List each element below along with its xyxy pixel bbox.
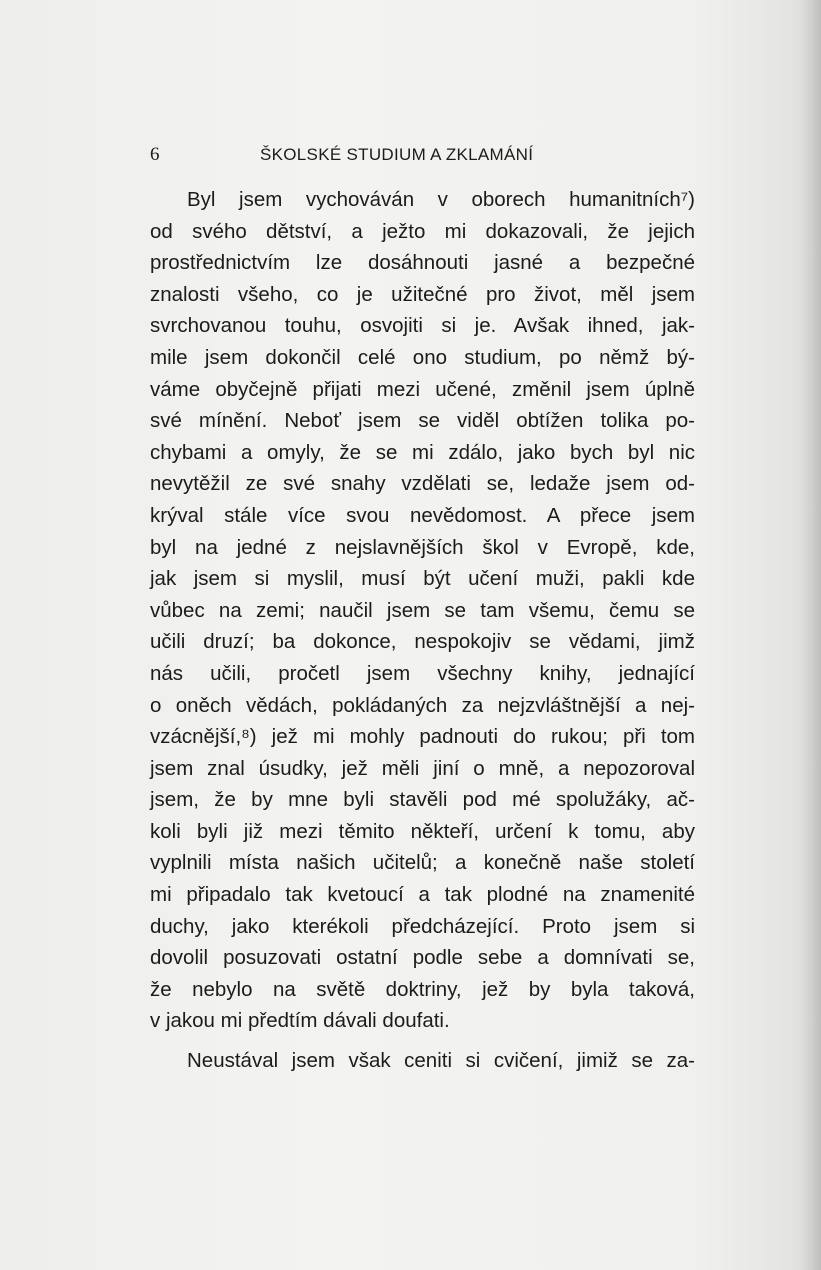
text-line: krýval stále více svou nevědomost. A přece jsem xyxy=(150,503,695,527)
text-line: o oněch vědách, pokládaných za nejzvláštnější a nej- xyxy=(150,693,695,717)
text-line: Byl jsem vychováván v oborech humanitních⁷) xyxy=(187,188,695,211)
text-line: že nebylo na světě doktriny, jež by byla taková, xyxy=(150,977,695,1001)
text-line: své mínění. Neboť jsem se viděl obtížen tolika po- xyxy=(150,409,695,433)
text-line: svrchovanou touhu, osvojiti si je. Avšak ihned, jak- xyxy=(150,314,695,338)
text-line: dovolil posuzovati ostatní podle sebe a domnívati se, xyxy=(150,946,695,970)
text-line: koli byli již mezi těmito někteří, určení k tomu, aby xyxy=(150,819,695,843)
text-line: mile jsem dokončil celé ono studium, po němž bý- xyxy=(150,345,695,369)
text-line: od svého dětství, a ježto mi dokazovali, že jejich xyxy=(150,219,695,243)
text-line: v jakou mi předtím dávali doufati. xyxy=(150,1009,450,1033)
text-line: jsem znal úsudky, jež měli jiní o mně, a nepozoroval xyxy=(150,756,695,780)
text-line: nevytěžil ze své snahy vzdělati se, ledaže jsem od- xyxy=(150,472,695,496)
text-line: Neustával jsem však ceniti si cvičení, jimiž se za- xyxy=(187,1049,695,1073)
paragraph-2 xyxy=(150,1045,695,1077)
text-line: jsem, že by mne byli stavěli pod mé spolužáky, ač- xyxy=(150,788,695,812)
text-line: vzácnější,⁸) jež mi mohly padnouti do rukou; při tom xyxy=(150,725,695,749)
page-number: 6 xyxy=(150,144,160,165)
text-line: nás učili, pročetl jsem všechny knihy, jednající xyxy=(150,661,695,685)
text-line: znalosti všeho, co je užitečné pro život, měl jsem xyxy=(150,282,695,306)
text-line: byl na jedné z nejslavnějších škol v Evropě, kde, xyxy=(150,535,695,559)
paragraph-gap xyxy=(150,1037,695,1045)
paragraph-1 xyxy=(150,184,695,1037)
page-header xyxy=(150,142,695,168)
running-head: ŠKOLSKÉ STUDIUM A ZKLAMÁNÍ xyxy=(260,145,534,164)
text-line: jak jsem si myslil, musí být učení muži, pakli kde xyxy=(150,567,695,591)
body-text xyxy=(150,184,695,1077)
text-line: prostřednictvím lze dosáhnouti jasné a bezpečné xyxy=(150,251,695,275)
text-line: duchy, jako kterékoli předcházející. Proto jsem si xyxy=(150,914,695,938)
text-line: učili druzí; ba dokonce, nespokojiv se vědami, jimž xyxy=(150,630,695,654)
text-line: vůbec na zemi; naučil jsem se tam všemu, čemu se xyxy=(150,598,695,622)
text-line: váme obyčejně přijati mezi učené, změnil jsem úplně xyxy=(150,377,695,401)
page-edge-shadow xyxy=(799,0,821,1270)
text-line: vyplnili místa našich učitelů; a konečně naše století xyxy=(150,851,695,875)
text-line: chybami a omyly, že se mi zdálo, jako bych byl nic xyxy=(150,440,695,464)
text-line: mi připadalo tak kvetoucí a tak plodné na znamenité xyxy=(150,883,695,907)
